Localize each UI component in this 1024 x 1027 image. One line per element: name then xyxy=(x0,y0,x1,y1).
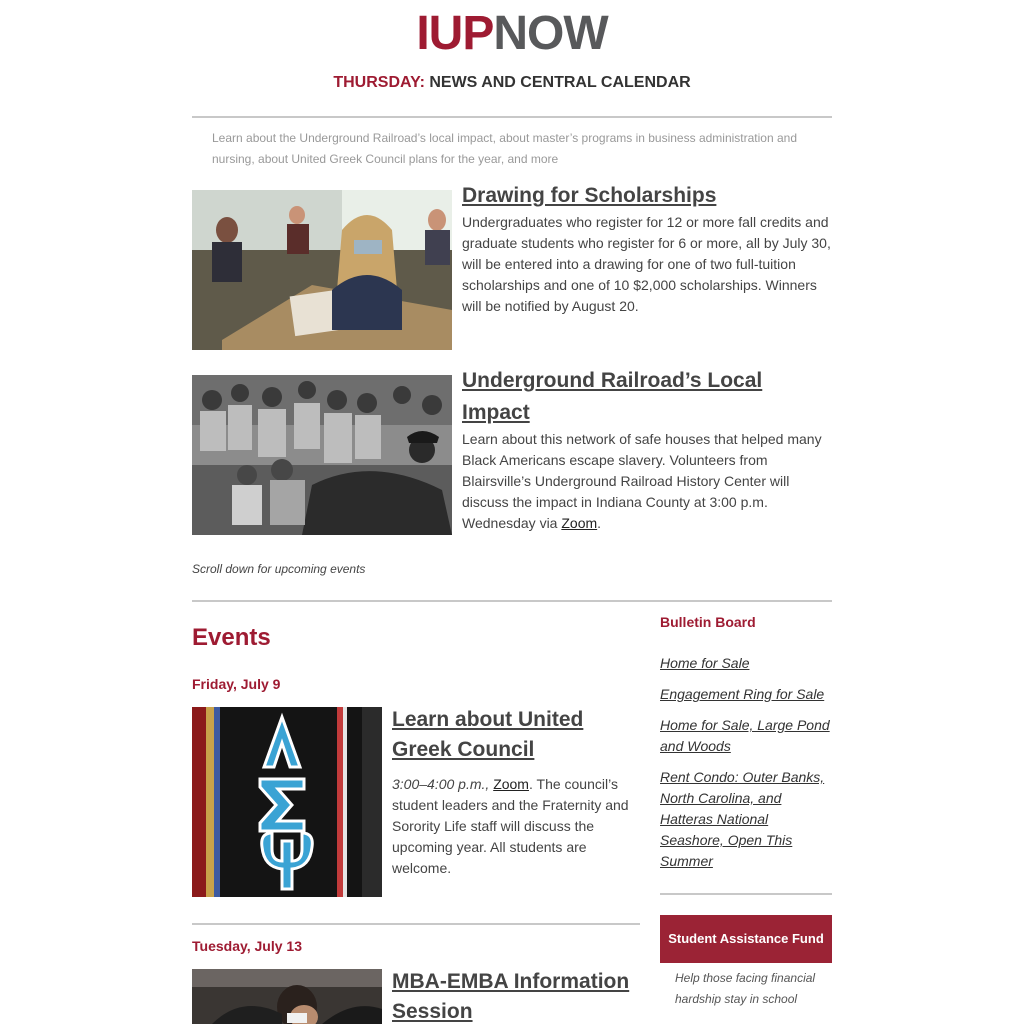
bulletin-link-home-for-sale[interactable]: Home for Sale xyxy=(660,655,750,671)
greek-council-photo[interactable] xyxy=(192,707,382,897)
event-date: Friday, July 9 xyxy=(192,676,281,692)
logo-now: NOW xyxy=(493,7,608,60)
day-label: THURSDAY: xyxy=(333,74,425,91)
bulletin-link-rent-condo[interactable]: Rent Condo: Outer Banks, North Carolina, and Hatteras National Seashore, Open This Summer xyxy=(660,769,825,869)
event-date: Tuesday, July 13 xyxy=(192,938,302,954)
zoom-link[interactable]: Zoom xyxy=(561,515,598,531)
events-heading: Events xyxy=(192,624,271,651)
bulletin-link-engagement-ring[interactable]: Engagement Ring for Sale xyxy=(660,686,825,702)
intro-text: Learn about the Underground Railroad’s local impact, about master’s programs in business administration and nursing, about United Greek Council plans for the year, and more xyxy=(212,131,797,166)
mba-session-photo[interactable] xyxy=(192,969,382,1024)
assistance-note: Help those facing financial hardship stay in school xyxy=(675,971,816,1006)
feature-title-underground-railroad[interactable]: Underground Railroad’s Local Impact xyxy=(462,369,763,424)
underground-railroad-photo[interactable] xyxy=(192,375,452,535)
event-description: . The council’s student leaders and the Fraternity and Sorority Life staff will discuss the upcoming year. All students are welcome. xyxy=(392,776,629,876)
subtitle-text: NEWS AND CENTRAL CALENDAR xyxy=(429,74,691,91)
divider xyxy=(660,893,832,895)
feature-body-text: Learn about this network of safe houses that helped many Black Americans escape slavery. Volunteers from Blairsville’s Underground Railroad History Center will discuss the impact in Indiana County at 3:00 p.m. Wednesday via xyxy=(462,431,822,531)
student-assistance-fund-button[interactable]: Student Assistance Fund xyxy=(660,915,832,963)
feature-body-scholarships: Undergraduates who register for 12 or more fall credits and graduate students who register for 6 or more, all by July 30, will be entered into a drawing for one of two full-tuition scholarships and one of 10 $2,000 scholarships. Winners will be notified by August 20. xyxy=(462,214,831,314)
bulletin-link-home-pond-woods[interactable]: Home for Sale, Large Pond and Woods xyxy=(660,717,830,754)
feature-title-scholarships[interactable]: Drawing for Scholarships xyxy=(462,184,717,207)
feature-body-tail: . xyxy=(597,515,602,531)
bulletin-board-heading: Bulletin Board xyxy=(660,614,756,630)
event-title-greek-council[interactable]: Learn about United Greek Council xyxy=(392,708,584,761)
scroll-note: Scroll down for upcoming events xyxy=(192,562,366,576)
logo-iup: IUP xyxy=(416,7,494,60)
sidebar xyxy=(660,0,832,1024)
event-time: 3:00–4:00 p.m., xyxy=(392,776,494,792)
event-title-mba-session[interactable]: MBA-EMBA Information Session xyxy=(392,970,630,1023)
zoom-link[interactable]: Zoom xyxy=(493,776,529,792)
divider xyxy=(192,923,640,925)
event-body-greek-council xyxy=(392,774,640,879)
scholarship-photo[interactable] xyxy=(192,190,452,350)
